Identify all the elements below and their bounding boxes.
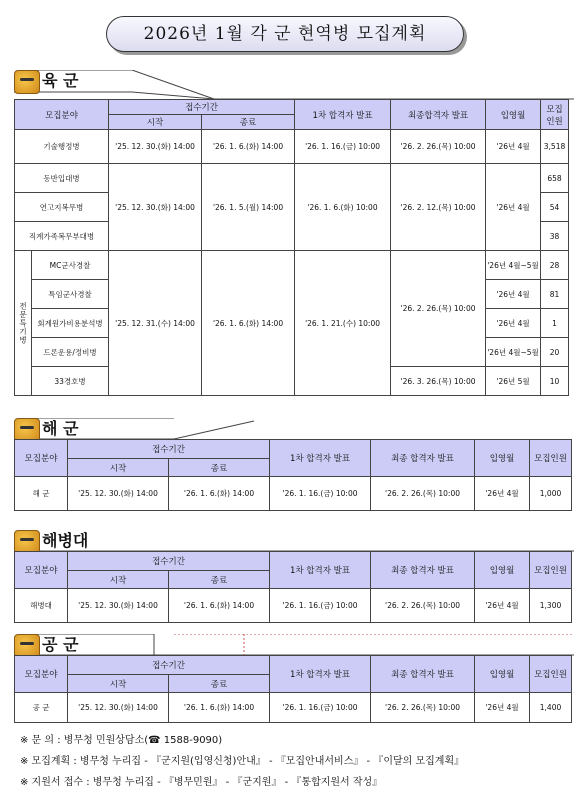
header-count: 모집인원 bbox=[530, 656, 572, 693]
header-first: 1차 합격자 발표 bbox=[270, 440, 371, 477]
enlist-cell: '26년 4월 bbox=[475, 477, 530, 511]
group-label-specialist: 전문특기병 bbox=[15, 251, 32, 396]
field-cell: 직계가족복무부대병 bbox=[15, 222, 109, 251]
first-cell: '26. 1. 16.(금) 10:00 bbox=[270, 477, 371, 511]
field-cell: 해 군 bbox=[15, 477, 68, 511]
field-cell: 해병대 bbox=[15, 589, 68, 623]
enlist-cell: '26년 4월~5월 bbox=[486, 338, 541, 367]
header-field: 모집분야 bbox=[15, 100, 109, 130]
enlist-cell: '26년 5월 bbox=[486, 367, 541, 396]
header-period: 접수기간 bbox=[109, 100, 295, 115]
section-title-airforce: 공 군 bbox=[42, 635, 79, 654]
header-field: 모집분야 bbox=[15, 552, 68, 589]
field-cell: 동반입대병 bbox=[15, 164, 109, 193]
header-count: 모집 인원 bbox=[541, 100, 569, 130]
header-enlist: 입영월 bbox=[475, 552, 530, 589]
start-cell: '25. 12. 30.(화) 14:00 bbox=[109, 164, 202, 251]
header-end: 종료 bbox=[202, 115, 295, 130]
enlist-cell: '26년 4월 bbox=[486, 164, 541, 251]
start-cell: '25. 12. 30.(화) 14:00 bbox=[68, 589, 169, 623]
header-final: 최종 합격자 발표 bbox=[371, 440, 475, 477]
count-cell: 38 bbox=[541, 222, 569, 251]
header-first: 1차 합격자 발표 bbox=[295, 100, 391, 130]
header-final: 최종 합격자 발표 bbox=[371, 656, 475, 693]
field-cell: 연고지복무병 bbox=[15, 193, 109, 222]
header-end: 종료 bbox=[169, 459, 270, 477]
header-field: 모집분야 bbox=[15, 656, 68, 693]
count-cell: 10 bbox=[541, 367, 569, 396]
enlist-cell: '26년 4월 bbox=[486, 309, 541, 338]
enlist-cell: '26년 4월~5월 bbox=[486, 251, 541, 280]
section-title-marine: 해병대 bbox=[42, 531, 89, 550]
header-field: 모집분야 bbox=[15, 440, 68, 477]
header-end: 종료 bbox=[169, 571, 270, 589]
first-cell: '26. 1. 21.(수) 10:00 bbox=[295, 251, 391, 396]
header-first: 1차 합격자 발표 bbox=[270, 656, 371, 693]
final-cell: '26. 2. 26.(목) 10:00 bbox=[391, 251, 486, 367]
section-title-navy: 해 군 bbox=[42, 419, 79, 438]
tiger-mascot-icon bbox=[14, 70, 40, 94]
start-cell: '25. 12. 30.(화) 14:00 bbox=[68, 693, 169, 723]
end-cell: '26. 1. 6.(화) 14:00 bbox=[202, 130, 295, 164]
header-enlist: 입영월 bbox=[475, 656, 530, 693]
count-cell: 81 bbox=[541, 280, 569, 309]
field-cell: 드론운용/정비병 bbox=[32, 338, 109, 367]
header-enlist: 입영월 bbox=[486, 100, 541, 130]
final-cell: '26. 2. 26.(목) 10:00 bbox=[371, 589, 475, 623]
count-cell: 1,000 bbox=[530, 477, 572, 511]
field-cell: 33경호병 bbox=[32, 367, 109, 396]
section-header-marine bbox=[14, 530, 574, 552]
army-table bbox=[14, 99, 569, 396]
field-cell: 공 군 bbox=[15, 693, 68, 723]
count-cell: 28 bbox=[541, 251, 569, 280]
section-header-navy bbox=[14, 418, 574, 440]
count-cell: 20 bbox=[541, 338, 569, 367]
notes bbox=[20, 730, 464, 793]
airforce-table bbox=[14, 655, 572, 723]
header-final: 최종합격자 발표 bbox=[391, 100, 486, 130]
end-cell: '26. 1. 6.(화) 14:00 bbox=[169, 477, 270, 511]
final-cell: '26. 2. 26.(목) 10:00 bbox=[391, 130, 486, 164]
section-title-army: 육 군 bbox=[42, 71, 79, 90]
marine-table bbox=[14, 551, 572, 623]
end-cell: '26. 1. 5.(월) 14:00 bbox=[202, 164, 295, 251]
header-count: 모집인원 bbox=[530, 552, 572, 589]
end-cell: '26. 1. 6.(화) 14:00 bbox=[169, 589, 270, 623]
first-cell: '26. 1. 16.(금) 10:00 bbox=[270, 589, 371, 623]
final-cell: '26. 3. 26.(목) 10:00 bbox=[391, 367, 486, 396]
end-cell: '26. 1. 6.(화) 14:00 bbox=[169, 693, 270, 723]
count-cell: 1 bbox=[541, 309, 569, 338]
page-title: 2026년 1월 각 군 현역병 모집계획 bbox=[106, 16, 464, 52]
count-cell: 1,300 bbox=[530, 589, 572, 623]
count-cell: 54 bbox=[541, 193, 569, 222]
header-start: 시작 bbox=[68, 459, 169, 477]
header-enlist: 입영월 bbox=[475, 440, 530, 477]
first-cell: '26. 1. 6.(화) 10:00 bbox=[295, 164, 391, 251]
header-period: 접수기간 bbox=[68, 440, 270, 459]
enlist-cell: '26년 4월 bbox=[475, 589, 530, 623]
header-first: 1차 합격자 발표 bbox=[270, 552, 371, 589]
section-header-army bbox=[14, 70, 574, 92]
enlist-cell: '26년 4월 bbox=[486, 280, 541, 309]
note-plan: ※ 모집계획 : 병무청 누리집 - 『군지원(입영신청)안내』 - 『모집안내서비스』 - 『이달의 모집계획』 bbox=[20, 756, 465, 767]
header-final: 최종 합격자 발표 bbox=[371, 552, 475, 589]
enlist-cell: '26년 4월 bbox=[475, 693, 530, 723]
header-end: 종료 bbox=[169, 675, 270, 693]
header-start: 시작 bbox=[68, 675, 169, 693]
count-cell: 1,400 bbox=[530, 693, 572, 723]
start-cell: '25. 12. 30.(화) 14:00 bbox=[109, 130, 202, 164]
enlist-cell: '26년 4월 bbox=[486, 130, 541, 164]
final-cell: '26. 2. 26.(목) 10:00 bbox=[371, 693, 475, 723]
note-inquiry: ※ 문 의 : 병무청 민원상담소(☎ 1588-9090) bbox=[20, 735, 223, 746]
start-cell: '25. 12. 31.(수) 14:00 bbox=[109, 251, 202, 396]
header-count: 모집인원 bbox=[530, 440, 572, 477]
header-period: 접수기간 bbox=[68, 552, 270, 571]
field-cell: 특임군사경찰 bbox=[32, 280, 109, 309]
count-cell: 658 bbox=[541, 164, 569, 193]
final-cell: '26. 2. 12.(목) 10:00 bbox=[391, 164, 486, 251]
field-cell: 기술행정병 bbox=[15, 130, 109, 164]
field-cell: 회계원가비용분석병 bbox=[32, 309, 109, 338]
section-header-airforce bbox=[14, 634, 574, 656]
count-cell: 3,518 bbox=[541, 130, 569, 164]
start-cell: '25. 12. 30.(화) 14:00 bbox=[68, 477, 169, 511]
first-cell: '26. 1. 16.(금) 10:00 bbox=[295, 130, 391, 164]
field-cell: MC군사경찰 bbox=[32, 251, 109, 280]
header-start: 시작 bbox=[109, 115, 202, 130]
final-cell: '26. 2. 26.(목) 10:00 bbox=[371, 477, 475, 511]
header-period: 접수기간 bbox=[68, 656, 270, 675]
header-start: 시작 bbox=[68, 571, 169, 589]
end-cell: '26. 1. 6.(화) 14:00 bbox=[202, 251, 295, 396]
navy-table bbox=[14, 439, 572, 511]
first-cell: '26. 1. 16.(금) 10:00 bbox=[270, 693, 371, 723]
note-apply: ※ 지원서 접수 : 병무청 누리집 - 『병무민원』 - 『군지원』 - 『통합지원서 작성』 bbox=[20, 777, 383, 788]
